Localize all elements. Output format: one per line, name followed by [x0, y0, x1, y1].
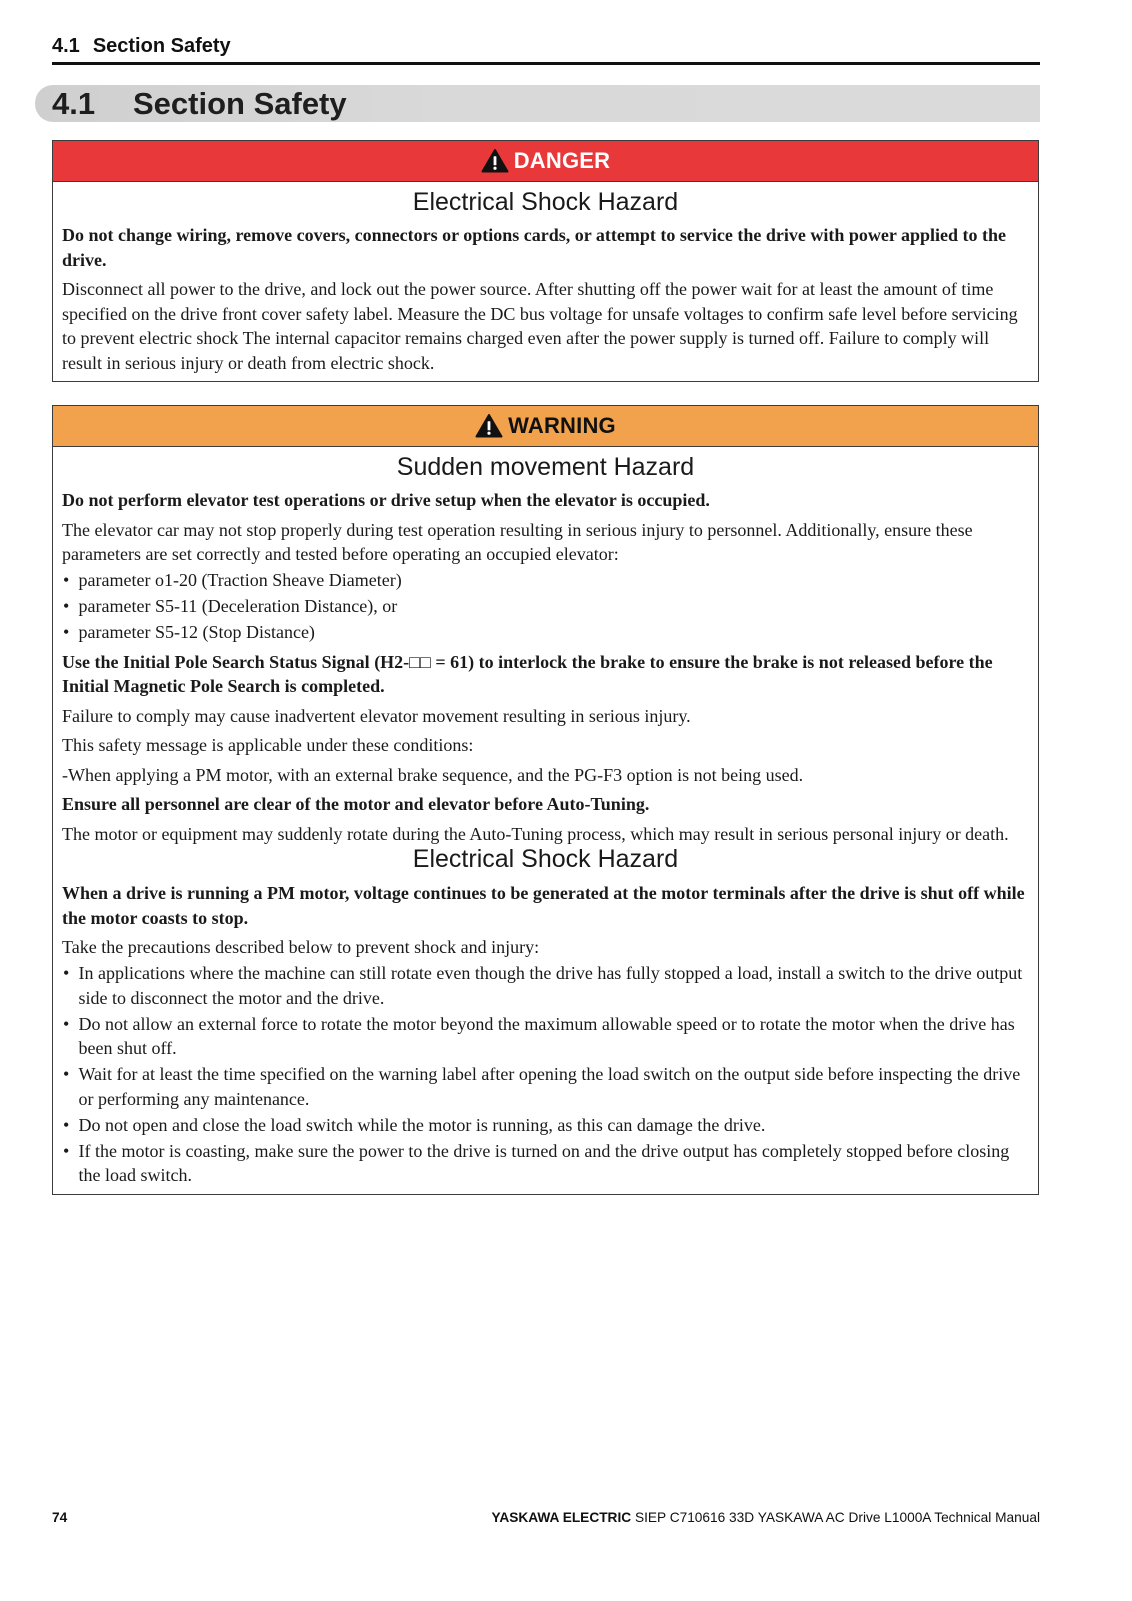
danger-body	[53, 182, 1038, 382]
warning-triangle-icon	[481, 148, 509, 173]
running-header	[52, 33, 231, 59]
hazard-instruction: Do not change wiring, remove covers, connectors or options cards, or attempt to service the drive with power applied to the drive.	[62, 225, 1007, 270]
hazard-instruction: Use the Initial Pole Search Status Signal (H2-□□ = 61) to interlock the brake to ensure the brake is not released before the Initial Magnetic Pole Search is completed.	[62, 651, 993, 697]
hazard-explanation: The elevator car may not stop properly during test operation resulting in serious injury to personnel. Additionally, ensure these parameters are set correctly and tested before operating an occupied elevator:	[62, 519, 973, 565]
warning-header	[53, 406, 1038, 447]
page-number: 74	[52, 1510, 68, 1525]
precaution-list	[62, 961, 1029, 1188]
list-item: • Do not open and close the load switch while the motor is running, as this can damage the drive.	[62, 1113, 1029, 1138]
hazard-instruction: Do not perform elevator test operations or drive setup when the elevator is occupied.	[62, 490, 710, 511]
hazard-consequence: Failure to comply may cause inadvertent elevator movement resulting in serious injury.	[62, 705, 691, 726]
warning-label: WARNING	[508, 412, 616, 438]
hazard-instruction: When a drive is running a PM motor, voltage continues to be generated at the motor terminals after the drive is shut off while the motor coasts to stop.	[62, 883, 1025, 928]
danger-box	[52, 140, 1039, 382]
running-header-title: Section Safety	[92, 35, 231, 57]
conditions-intro: This safety message is applicable under these conditions:	[62, 735, 474, 756]
warning-box	[52, 405, 1039, 1195]
section-heading-bar	[35, 85, 1040, 122]
footer-document-title: SIEP C710616 33D YASKAWA AC Drive L1000A Technical Manual	[634, 1510, 1040, 1525]
hazard-title: Electrical Shock Hazard	[412, 187, 679, 216]
section-number: 4.1	[52, 86, 96, 121]
hazard-explanation: Disconnect all power to the drive, and lock out the power source. After shutting off the power wait for at least the amount of time specified on the drive front cover safety label. Measure the DC bus voltage for unsafe voltages to confirm safe level before servicing to prevent electric shock The internal capacitor remains charged even after the power supply is turned off. Failure to comply will result in serious injury or death from electric shock.	[62, 279, 1018, 373]
danger-header	[53, 141, 1038, 182]
precautions-intro: Take the precautions described below to prevent shock and injury:	[62, 937, 540, 957]
hazard-instruction: Ensure all personnel are clear of the motor and elevator before Auto-Tuning.	[62, 794, 650, 815]
list-item: • If the motor is coasting, make sure the power to the drive is turned on and the drive output has completely stopped before closing the load switch.	[62, 1139, 1029, 1188]
list-item: • parameter o1-20 (Traction Sheave Diameter)	[62, 568, 1029, 593]
running-header-number: 4.1	[52, 35, 80, 57]
parameter-list	[62, 568, 1029, 645]
warning-triangle-icon	[475, 413, 503, 438]
list-item: • parameter S5-11 (Deceleration Distance), or	[62, 594, 1029, 619]
list-item: • Wait for at least the time specified on the warning label after opening the load switch on the output side before inspecting the drive or performing any maintenance.	[62, 1062, 1029, 1111]
hazard-explanation: The motor or equipment may suddenly rotate during the Auto-Tuning process, which may result in serious personal injury or death.	[62, 823, 1009, 844]
list-item: • Do not allow an external force to rotate the motor beyond the maximum allowable speed or to rotate the motor when the drive has been shut off.	[62, 1012, 1029, 1061]
hazard-title: Sudden movement Hazard	[396, 452, 695, 481]
footer-publisher: YASKAWA ELECTRIC	[491, 1510, 632, 1525]
header-rule	[52, 62, 1040, 65]
warning-body	[53, 447, 1038, 1194]
danger-label: DANGER	[513, 147, 611, 173]
hazard-title: Electrical Shock Hazard	[412, 845, 679, 874]
condition-text: -When applying a PM motor, with an external brake sequence, and the PG-F3 option is not being used.	[62, 764, 804, 785]
section-title: Section Safety	[133, 86, 347, 121]
footer-document-info	[491, 1509, 1040, 1527]
list-item: • In applications where the machine can still rotate even though the drive has fully stopped a load, install a switch to the drive output side to disconnect the motor and the drive.	[62, 961, 1029, 1010]
list-item: • parameter S5-12 (Stop Distance)	[62, 620, 1029, 645]
